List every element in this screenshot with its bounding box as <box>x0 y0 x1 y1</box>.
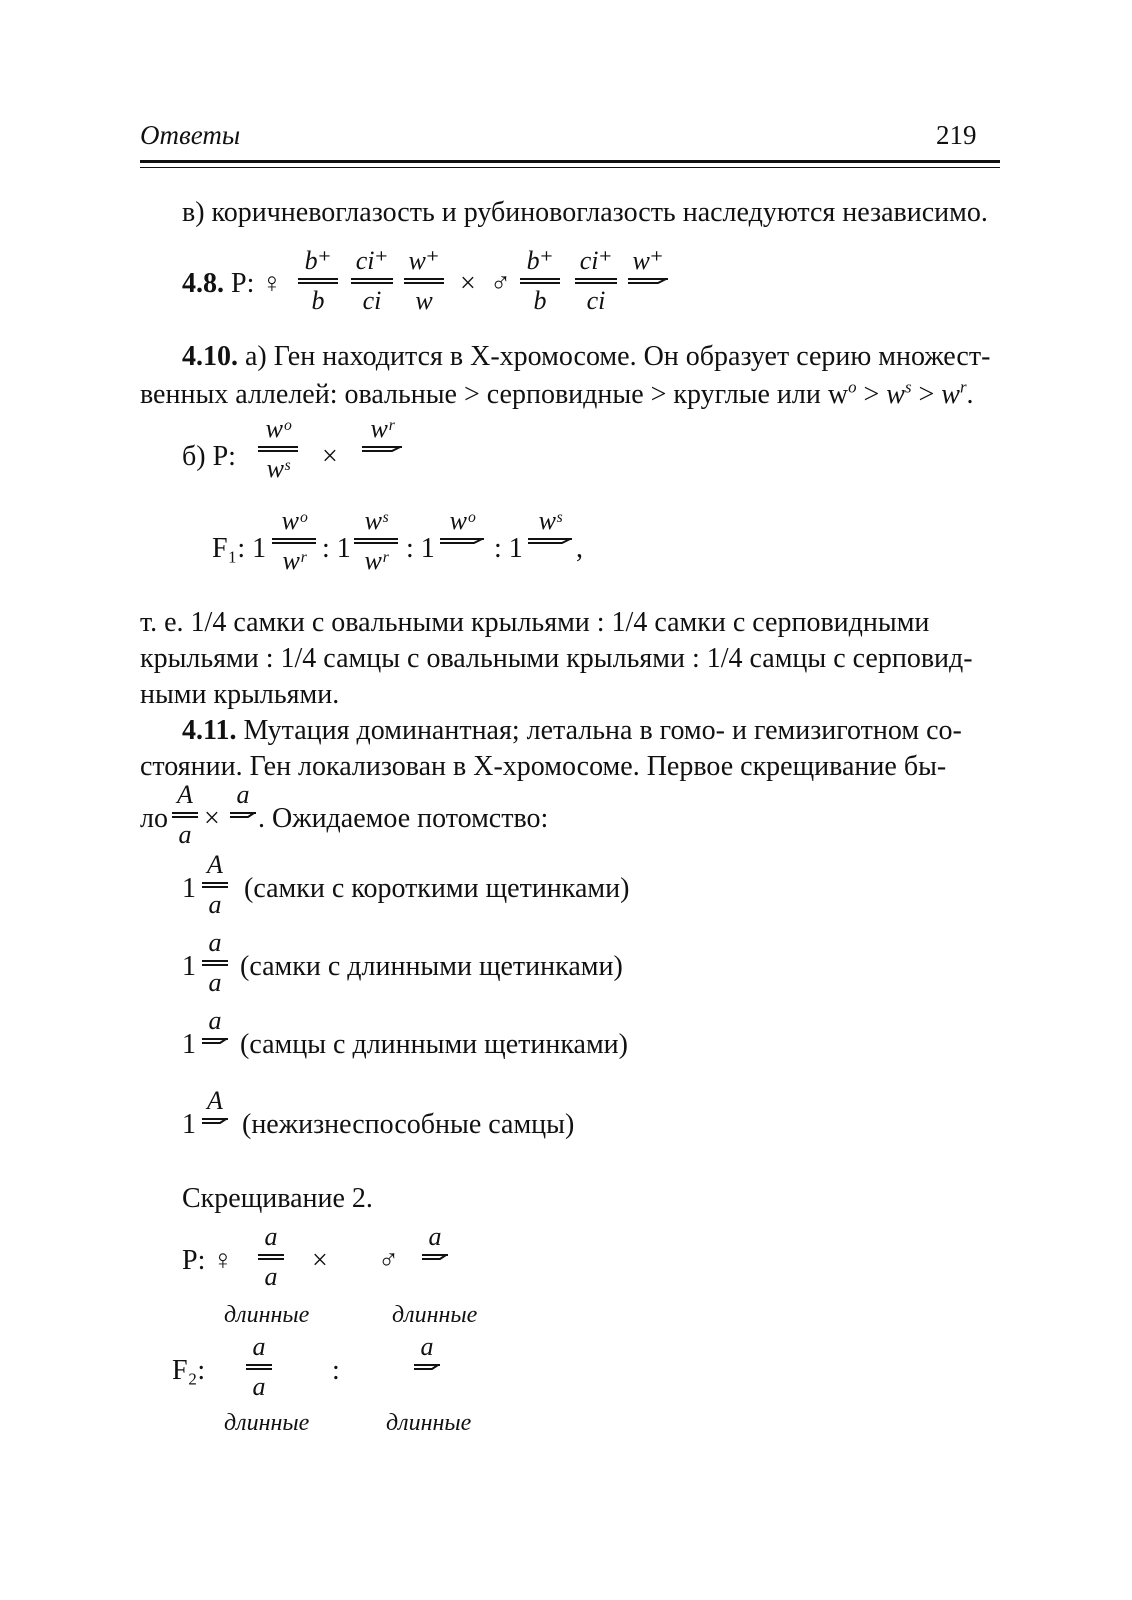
paragraph-line: т. е. 1/4 самки с овальными крыльями : 1/4 самки с серповидными <box>140 607 930 638</box>
genotype-fraction-male <box>228 782 258 822</box>
genotype-fraction <box>296 248 340 314</box>
allele-bottom: wˢ <box>266 454 290 483</box>
y-chromosome-arrow-icon <box>422 1253 448 1261</box>
y-chromosome-arrow-icon <box>528 537 572 545</box>
offspring-description: (самки с короткими щетинками) <box>244 873 630 904</box>
allele-top: A <box>177 780 193 809</box>
cross-sign: × <box>460 268 476 299</box>
paragraph-line: ло <box>140 803 168 834</box>
allele-top: ci⁺ <box>355 246 389 275</box>
double-line-icon <box>258 445 298 453</box>
genotype-fraction: A a <box>200 852 230 918</box>
phenotype-label: длинные <box>392 1302 478 1328</box>
running-header: Ответы <box>140 120 241 150</box>
cross-sign: × <box>204 803 220 834</box>
double-line-icon <box>298 277 338 285</box>
problem-4-10-line1: 4.10. а) Ген находится в X-хромосоме. Он образует серию множест- <box>182 341 991 372</box>
allele-top: b⁺ <box>304 246 332 275</box>
double-line-icon <box>354 537 398 545</box>
allele-top: a <box>236 780 250 809</box>
y-chromosome-arrow-icon <box>440 537 484 545</box>
male-symbol: ♂ <box>490 268 511 299</box>
double-line-icon <box>202 881 228 889</box>
phenotype-label: длинные <box>224 1302 310 1328</box>
header-rule-thick <box>140 160 1000 163</box>
offspring-description: (нежизнеспособные самцы) <box>242 1109 575 1140</box>
count: 1 <box>182 873 196 904</box>
allele-top: w⁺ <box>632 246 664 275</box>
allele-top: wᵒ <box>265 414 291 443</box>
allele-bottom: w <box>415 286 433 315</box>
genotype-fraction-male <box>626 248 670 288</box>
parents-female-label: P: ♀ <box>182 1245 234 1276</box>
allele-top: wᵒ <box>449 506 475 535</box>
header-rule-thin <box>140 167 1000 168</box>
problem-number: 4.11. <box>182 715 237 746</box>
comma: , <box>576 533 583 564</box>
ratio: : 1 <box>494 533 523 564</box>
paragraph-line: . Ожидаемое потомство: <box>258 803 549 834</box>
genotype-fraction-male: a <box>420 1224 450 1264</box>
double-line-icon <box>258 1253 284 1261</box>
genotype-fraction: a a <box>256 1224 286 1290</box>
allele-top: b⁺ <box>526 246 554 275</box>
ratio: : 1 <box>406 533 435 564</box>
y-chromosome-arrow-icon <box>362 445 402 453</box>
cross-sign: × <box>322 441 338 472</box>
double-line-icon <box>172 811 198 819</box>
allele-top: w⁺ <box>408 246 440 275</box>
problem-4-10-line2: венных аллелей: овальные > серповидные > круглые или $w^o > w^s > w^r$. <box>140 377 974 410</box>
allele-top: wˢ <box>538 506 562 535</box>
genotype-fraction <box>402 248 446 314</box>
genotype-fraction-male <box>526 508 574 548</box>
paragraph-line: крыльями : 1/4 самцы с овальными крыльями : 1/4 самцы с серповид- <box>140 643 973 674</box>
double-line-icon <box>351 277 393 285</box>
count: 1 <box>182 1109 196 1140</box>
y-chromosome-arrow-icon <box>202 1037 228 1045</box>
f2-label: F₂: <box>172 1355 206 1386</box>
allele-bottom: b <box>533 286 547 315</box>
count: 1 <box>182 951 196 982</box>
problem-4-11-line1: 4.11. Мутация доминантная; летальна в гомо- и гемизиготном со- <box>182 715 962 746</box>
phenotype-label: длинные <box>224 1410 310 1436</box>
allele-bottom: ci <box>586 286 606 315</box>
parents-female-label: P: ♀ <box>231 268 283 299</box>
ratio-colon: : <box>332 1355 340 1386</box>
double-line-icon <box>404 277 444 285</box>
genotype-fraction: a a <box>200 930 230 996</box>
double-line-icon <box>272 537 316 545</box>
allele-top: wˢ <box>364 506 388 535</box>
problem-number: 4.10. <box>182 341 238 372</box>
genotype-fraction <box>518 248 562 314</box>
genotype-fraction <box>270 508 318 574</box>
offspring-description: (самки с длинными щетинками) <box>240 951 623 982</box>
count: 1 <box>182 1029 196 1060</box>
allele-bottom: wʳ <box>282 546 306 575</box>
allele-bottom: ci <box>362 286 382 315</box>
allele-bottom: a <box>178 820 192 849</box>
double-line-icon <box>520 277 560 285</box>
genotype-fraction <box>170 782 200 848</box>
paragraph-line: в) коричневоглазость и рубиновоглазость наследуются независимо. <box>182 197 988 228</box>
problem-number: 4.8. <box>182 268 224 299</box>
phenotype-label: длинные <box>386 1410 472 1436</box>
y-chromosome-arrow-icon <box>414 1363 440 1371</box>
double-line-icon <box>202 959 228 967</box>
paragraph-line: стоянии. Ген локализован в X-хромосоме. Первое скрещивание бы- <box>140 751 947 782</box>
cross-sign: × <box>312 1245 328 1276</box>
genotype-fraction-male: A <box>200 1088 230 1128</box>
genotype-fraction: a a <box>244 1334 274 1400</box>
allele-top: ci⁺ <box>579 246 613 275</box>
male-symbol: ♂ <box>378 1245 399 1276</box>
genotype-fraction <box>348 248 396 314</box>
genotype-fraction <box>352 508 400 574</box>
parents-label: б) P: <box>182 441 236 472</box>
allele-bottom: b <box>311 286 325 315</box>
y-chromosome-arrow-icon <box>230 811 256 819</box>
allele-top: wᵒ <box>281 506 307 535</box>
section-heading: Скрещивание 2. <box>182 1183 373 1214</box>
allele-bottom: wʳ <box>364 546 388 575</box>
genotype-fraction <box>256 416 300 482</box>
double-line-icon <box>246 1363 272 1371</box>
page-number: 219 <box>936 120 977 150</box>
genotype-fraction <box>572 248 620 314</box>
paragraph-line: ными крыльями. <box>140 679 340 710</box>
allele-top: wʳ <box>370 414 394 443</box>
problem-4-8 <box>182 265 282 303</box>
double-line-icon <box>575 277 617 285</box>
ratio: : 1 <box>322 533 351 564</box>
offspring-description: (самцы с длинными щетинками) <box>240 1029 628 1060</box>
y-chromosome-arrow-icon <box>202 1117 228 1125</box>
genotype-fraction-male <box>438 508 486 548</box>
genotype-fraction-male: a <box>200 1008 230 1048</box>
genotype-fraction-male: a <box>412 1334 442 1374</box>
f1-label: F₁: 1 <box>212 533 267 564</box>
genotype-fraction-male <box>360 416 404 456</box>
y-chromosome-arrow-icon <box>628 277 668 285</box>
